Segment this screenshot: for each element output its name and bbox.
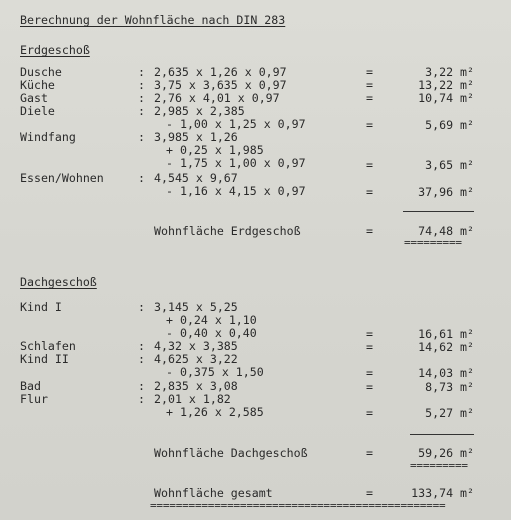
area-dusche: 3,22 m² — [425, 65, 474, 79]
area-kueche: 13,22 m² — [418, 78, 474, 92]
calc-schlafen: 4,32 x 3,385 — [154, 339, 238, 353]
calc-kind1-line2: + 0,24 x 1,10 — [166, 313, 257, 327]
area-gast: 10,74 m² — [418, 91, 474, 105]
equals-sign: = — [366, 446, 373, 460]
area-kind-1: 16,61 m² — [418, 327, 474, 341]
colon: : — [138, 65, 145, 79]
colon: : — [138, 392, 145, 406]
equals-sign: = — [366, 406, 373, 420]
colon: : — [138, 352, 145, 366]
section-heading-erdgeschoss: Erdgeschoß — [20, 43, 90, 57]
calc-dusche: 2,635 x 1,26 x 0,97 — [154, 65, 287, 79]
room-label-dusche: Dusche — [20, 65, 62, 79]
colon: : — [138, 171, 145, 185]
equals-sign: = — [366, 118, 373, 132]
room-label-kind-1: Kind I — [20, 300, 62, 314]
equals-sign: = — [366, 78, 373, 92]
equals-sign: = — [366, 185, 373, 199]
room-label-diele: Diele — [20, 104, 55, 118]
area-bad: 8,73 m² — [425, 380, 474, 394]
colon: : — [138, 379, 145, 393]
calc-diele-line1: 2,985 x 2,385 — [154, 104, 245, 118]
colon: : — [138, 104, 145, 118]
calc-windfang-line3: - 1,75 x 1,00 x 0,97 — [166, 156, 306, 170]
equals-sign: = — [366, 224, 373, 238]
equals-sign: = — [366, 340, 373, 354]
double-underline-long: ============================================== — [150, 499, 446, 512]
calc-windfang-line2: + 0,25 x 1,985 — [166, 143, 264, 157]
calc-diele-line2: - 1,00 x 1,25 x 0,97 — [166, 117, 306, 131]
calc-kueche: 3,75 x 3,635 x 0,97 — [154, 78, 287, 92]
total-area-erdgeschoss: 74,48 m² — [418, 224, 474, 238]
subtotal-rule — [410, 434, 474, 435]
colon: : — [138, 78, 145, 92]
room-label-kueche: Küche — [20, 78, 55, 92]
equals-sign: = — [366, 486, 373, 500]
calc-kind1-line3: - 0,40 x 0,40 — [166, 326, 257, 340]
equals-sign: = — [366, 65, 373, 79]
total-label-dachgeschoss: Wohnfläche Dachgeschoß — [154, 446, 308, 460]
calc-gast: 2,76 x 4,01 x 0,97 — [154, 91, 280, 105]
area-kind-2: 14,03 m² — [418, 366, 474, 380]
room-label-windfang: Windfang — [20, 130, 76, 144]
total-label-erdgeschoss: Wohnfläche Erdgeschoß — [154, 224, 301, 238]
subtotal-rule — [403, 211, 474, 212]
colon: : — [138, 91, 145, 105]
room-label-gast: Gast — [20, 91, 48, 105]
calc-kind2-line1: 4,625 x 3,22 — [154, 352, 238, 366]
equals-sign: = — [366, 327, 373, 341]
equals-sign: = — [366, 91, 373, 105]
room-label-bad: Bad — [20, 379, 41, 393]
document-title: Berechnung der Wohnfläche nach DIN 283 — [20, 13, 286, 27]
grand-total-area: 133,74 m² — [411, 486, 474, 500]
room-label-flur: Flur — [20, 392, 48, 406]
double-underline: ========= — [410, 459, 468, 472]
equals-sign: = — [366, 158, 373, 172]
area-windfang: 3,65 m² — [425, 158, 474, 172]
colon: : — [138, 339, 145, 353]
equals-sign: = — [366, 366, 373, 380]
double-underline: ========= — [404, 236, 462, 249]
section-heading-dachgeschoss: Dachgeschoß — [20, 275, 97, 289]
room-label-schlafen: Schlafen — [20, 339, 76, 353]
calc-windfang-line1: 3,985 x 1,26 — [154, 130, 238, 144]
calc-essen-line1: 4,545 x 9,67 — [154, 171, 238, 185]
colon: : — [138, 300, 145, 314]
room-label-essen-wohnen: Essen/Wohnen — [20, 171, 104, 185]
area-flur: 5,27 m² — [425, 406, 474, 420]
calc-bad: 2,835 x 3,08 — [154, 379, 238, 393]
total-area-dachgeschoss: 59,26 m² — [418, 446, 474, 460]
calc-flur-line1: 2,01 x 1,82 — [154, 392, 231, 406]
calc-kind1-line1: 3,145 x 5,25 — [154, 300, 238, 314]
equals-sign: = — [366, 380, 373, 394]
colon: : — [138, 130, 145, 144]
room-label-kind-2: Kind II — [20, 352, 69, 366]
calc-essen-line2: - 1,16 x 4,15 x 0,97 — [166, 184, 306, 198]
area-schlafen: 14,62 m² — [418, 340, 474, 354]
calc-kind2-line2: - 0,375 x 1,50 — [166, 365, 264, 379]
grand-total-label: Wohnfläche gesamt — [154, 486, 273, 500]
area-diele: 5,69 m² — [425, 118, 474, 132]
area-essen-wohnen: 37,96 m² — [418, 185, 474, 199]
calc-flur-line2: + 1,26 x 2,585 — [166, 405, 264, 419]
